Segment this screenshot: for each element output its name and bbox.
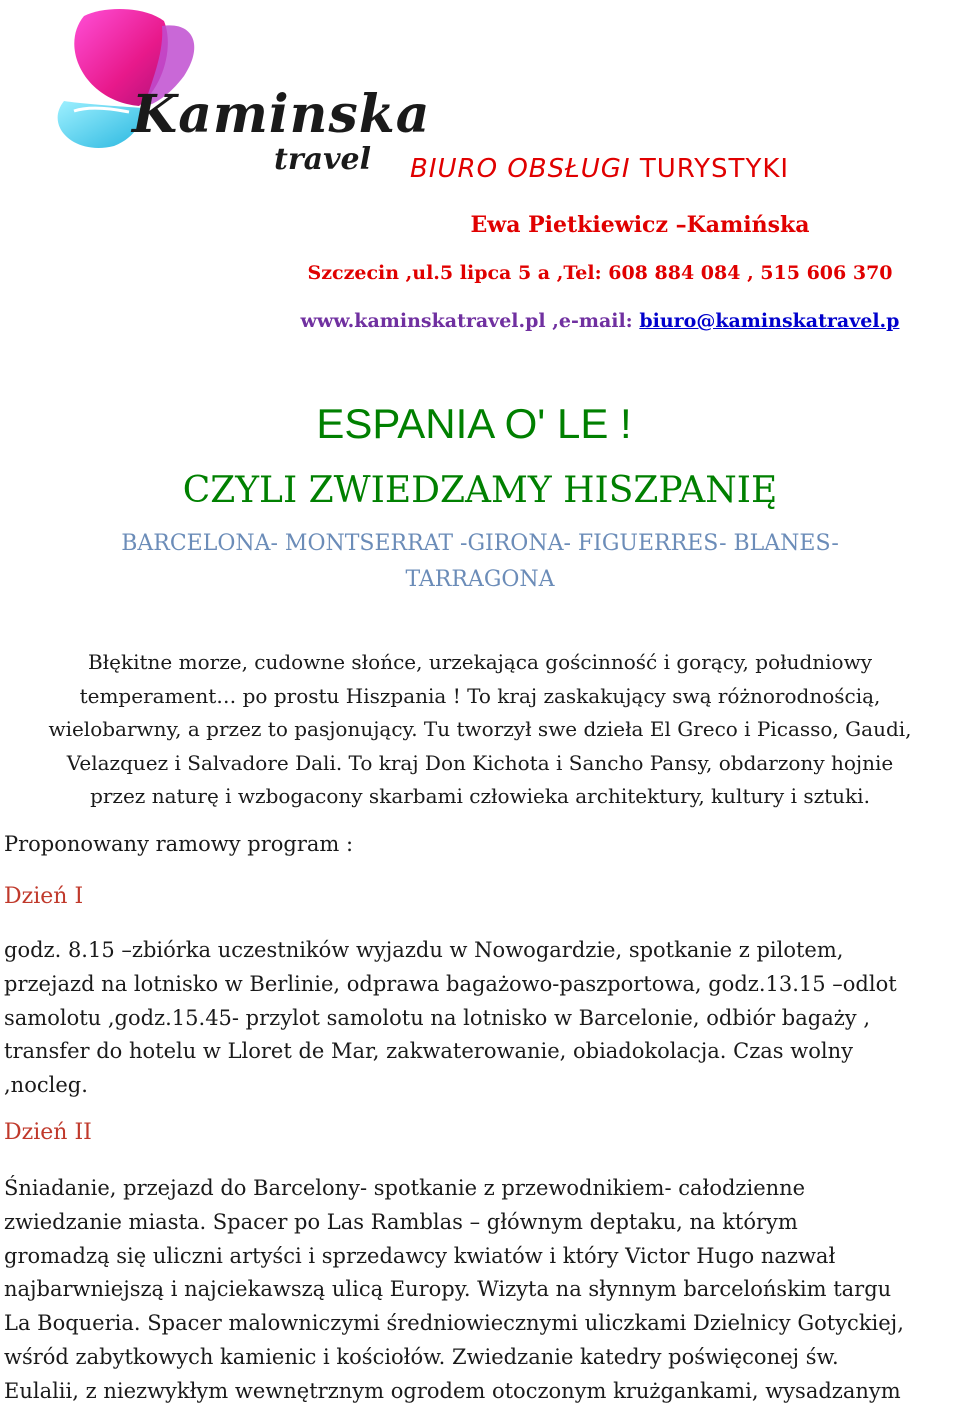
day-heading: Dzień I [4, 884, 84, 909]
offer-title: ESPANIA O' LE ! [316, 400, 632, 447]
text-line: najbarwniejszą i najciekawszą ulicą Europy. Wizyta na słynnym barcelońskim targu [4, 1277, 892, 1302]
text-line: godz. 8.15 –zbiórka uczestników wyjazdu w Nowogardzie, spotkanie z pilotem, [4, 938, 844, 962]
agency-name [410, 154, 789, 184]
intro-line: przez naturę i wzbogacony skarbami człowieka architektury, kultury i sztuki. [90, 784, 870, 808]
text-line: wśród zabytkowych kamienic i kościołów. Zwiedzanie katedry poświęconej św. [4, 1344, 839, 1369]
agency-name-italic: BIURO OBSŁUGI [410, 154, 631, 184]
text-line: samolotu ,godz.15.45- przylot samolotu na lotnisko w Barcelonie, odbiór bagaży , [4, 1005, 871, 1030]
website-text: www.kaminskatravel.pl ,e-mail: [300, 310, 640, 332]
program-heading: Proponowany ramowy program : [4, 832, 354, 856]
intro-line: Velazquez i Salvadore Dali. To kraj Don Kichota i Sancho Pansy, obdarzony hojnie [66, 750, 894, 775]
route-cities: BARCELONA- MONTSERRAT -GIRONA- FIGUERRES- BLANES- TARRAGONA [121, 531, 839, 592]
email-link[interactable]: biuro@kaminskatravel.p [639, 310, 900, 332]
text-line: zwiedzanie miasta. Spacer po Las Ramblas – głównym deptaku, na którym [4, 1209, 798, 1234]
text-line: Śniadanie, przejazd do Barcelony- spotkanie z przewodnikiem- całodzienne [4, 1176, 806, 1200]
intro-paragraph [0, 646, 960, 814]
intro-line: Błękitne morze, cudowne słońce, urzekająca gościnność i gorący, południowy [87, 650, 873, 674]
offer-subtitle: CZYLI ZWIEDZAMY HISZPANIĘ [182, 470, 778, 511]
text-line: przejazd na lotnisko w Berlinie, odprawa bagażowo-paszportowa, godz.13.15 –odlot [4, 971, 897, 996]
intro-line: temperament… po prostu Hiszpania ! To kraj zaskakujący swą różnorodnością, [79, 683, 881, 708]
owner-name: Ewa Pietkiewicz –Kamińska [470, 212, 810, 238]
logo-wordmark: Kaminska [132, 84, 431, 145]
text-line: ,nocleg. [4, 1073, 88, 1098]
text-line: gromadzą się uliczni artyści i sprzedawcy kwiatów i który Victor Hugo nazwał [4, 1243, 836, 1268]
text-line: La Boqueria. Spacer malowniczymi średniowiecznymi uliczkami Dzielnicy Gotyckiej, [4, 1311, 904, 1336]
logo-subtitle: travel [274, 142, 372, 177]
contact-web [120, 310, 960, 332]
intro-line: wielobarwny, a przez to pasjonujący. Tu tworzył swe dzieła El Greco i Picasso, Gaudi, [48, 717, 912, 741]
contact-address: Szczecin ,ul.5 lipca 5 a ,Tel: 608 884 084 , 515 606 370 [307, 262, 893, 284]
company-logo [44, 6, 431, 186]
text-line: Eulalii, z niezwykłym wewnętrznym ogrodem otoczonym krużgankami, wysadzanym [4, 1378, 901, 1403]
day-heading: Dzień II [4, 1120, 92, 1145]
text-line: transfer do hotelu w Lloret de Mar, zakwaterowanie, obiadokolacja. Czas wolny [4, 1039, 853, 1064]
day-description [4, 934, 956, 1103]
agency-name-rest: TURYSTYKI [639, 154, 790, 184]
day-description [4, 1172, 956, 1409]
